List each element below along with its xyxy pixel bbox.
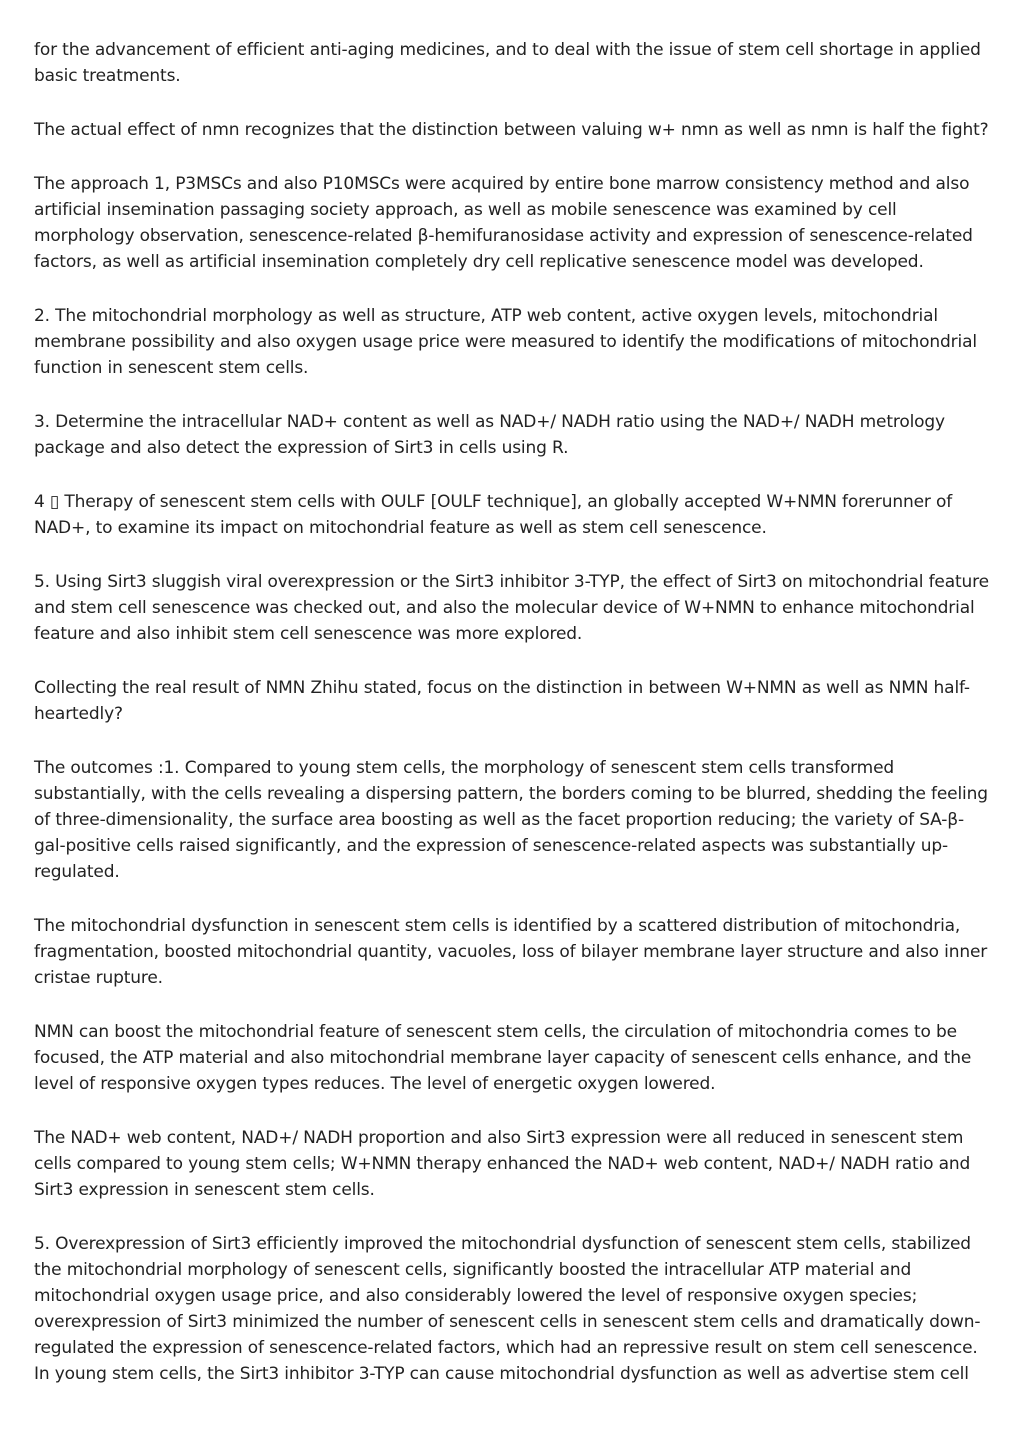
paragraph-approach-4: 4 ▯ Therapy of senescent stem cells with OULF [OULF technique], an globally accepted W+NMN forerunner of NAD+, to examine its impact on mitochondrial feature as well as stem cell senescence. bbox=[34, 492, 953, 538]
paragraph-nad-content: The NAD+ web content, NAD+/ NADH proportion and also Sirt3 expression were all reduced in senescent stem cells compared to young stem cells; W+NMN therapy enhanced the NAD+ web content, NAD+/ NADH ratio and Sirt3 expression in senescent stem cells. bbox=[34, 1128, 971, 1200]
paragraph-mitochondrial-dysfunction: The mitochondrial dysfunction in senescent stem cells is identified by a scattered distribution of mitochondria, fragmentation, boosted mitochondrial quantity, vacuoles, loss of bilayer membrane layer structure and also inner cristae rupture. bbox=[34, 916, 988, 988]
paragraph-nmn-boost: NMN can boost the mitochondrial feature of senescent stem cells, the circulation of mitochondria comes to be focused, the ATP material and also mitochondrial membrane layer capacity of senescent cells enhance, and the level of responsive oxygen types reduces. The level of energetic oxygen lowered. bbox=[34, 1022, 972, 1094]
paragraph-outcome-5: 5. Overexpression of Sirt3 efficiently improved the mitochondrial dysfunction of senescent stem cells, stabilized the mitochondrial morphology of senescent cells, significantly boosted the intracellular ATP material and mitochondrial oxygen usage price, and also considerably lowered the level of responsive oxygen species; overexpression of Sirt3 minimized the number of senescent cells in senescent stem cells and dramatically down-regulated the expression of senescence-related factors, which had an repressive result on stem cell senescence. In young stem cells, the Sirt3 inhibitor 3-TYP can cause mitochondrial dysfunction as well as advertise stem cell bbox=[34, 1234, 981, 1384]
paragraph-intro-continuation: for the advancement of efficient anti-aging medicines, and to deal with the issue of stem cell shortage in applied basic treatments. bbox=[34, 40, 981, 86]
paragraph-outcome-1: The outcomes :1. Compared to young stem cells, the morphology of senescent stem cells transformed substantially, with the cells revealing a dispersing pattern, the borders coming to be blurred, shedding the feeling of three-dimensionality, the surface area boosting as well as the facet proportion reducing; the variety of SA-β-gal-positive cells raised significantly, and the expression of senescence-related aspects was substantially up-regulated. bbox=[34, 758, 988, 882]
paragraph-approach-1: The approach 1, P3MSCs and also P10MSCs were acquired by entire bone marrow consistency method and also artificial insemination passaging society approach, as well as mobile senescence was examined by cell morphology observation, senescence-related β-hemifuranosidase activity and expression of senescence-related factors, as well as artificial insemination completely dry cell replicative senescence model was developed. bbox=[34, 174, 973, 272]
document-body bbox=[34, 37, 994, 1415]
paragraph-approach-5: 5. Using Sirt3 sluggish viral overexpression or the Sirt3 inhibitor 3-TYP, the effect of Sirt3 on mitochondrial feature and stem cell senescence was checked out, and also the molecular device of W+NMN to enhance mitochondrial feature and also inhibit stem cell senescence was more explored. bbox=[34, 572, 989, 644]
paragraph-nmn-effect-question: The actual effect of nmn recognizes that the distinction between valuing w+ nmn as well as nmn is half the fight? bbox=[34, 120, 989, 140]
paragraph-zhihu-question: Collecting the real result of NMN Zhihu stated, focus on the distinction in between W+NMN as well as NMN half-heartedly? bbox=[34, 678, 970, 724]
paragraph-approach-2: 2. The mitochondrial morphology as well as structure, ATP web content, active oxygen levels, mitochondrial membrane possibility and also oxygen usage price were measured to identify the modifications of mitochondrial function in senescent stem cells. bbox=[34, 306, 977, 378]
paragraph-approach-3: 3. Determine the intracellular NAD+ content as well as NAD+/ NADH ratio using the NAD+/ NADH metrology package and also detect the expression of Sirt3 in cells using R. bbox=[34, 412, 945, 458]
